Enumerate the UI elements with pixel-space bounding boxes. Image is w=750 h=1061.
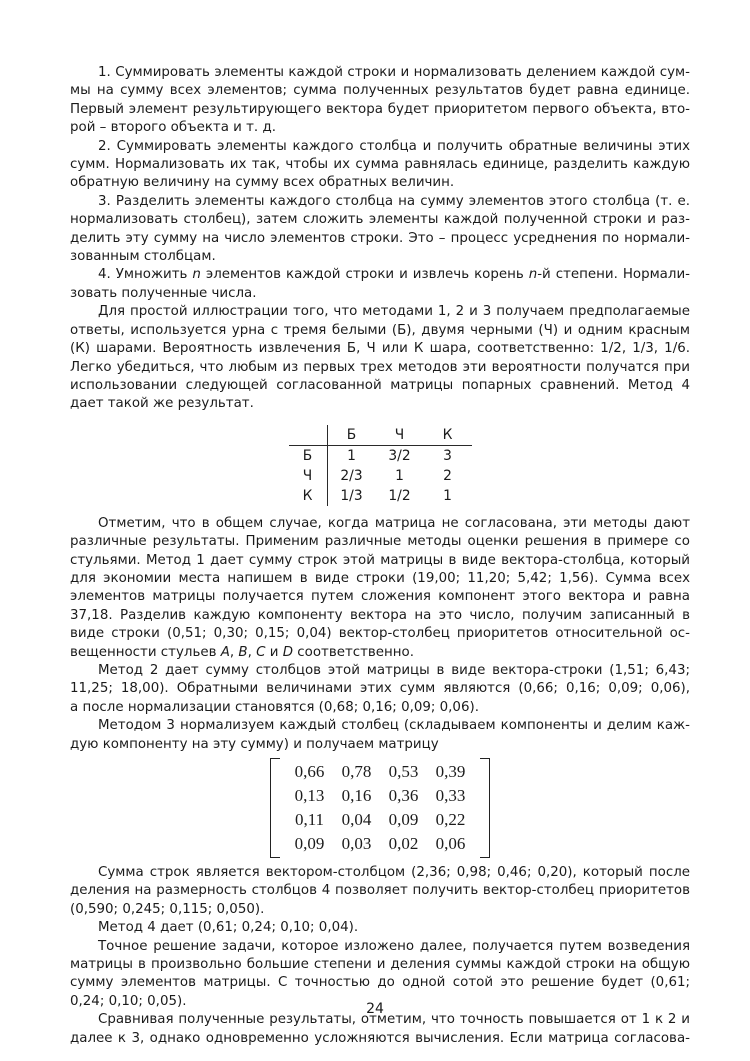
matrix-cell: 0,22 bbox=[435, 810, 466, 829]
matrix-cell: 0,13 bbox=[294, 786, 325, 805]
text-line: а после нормализации становятся (0,68; 0,16; 0,09; 0,06). bbox=[70, 699, 479, 715]
text-line: матрицы в произвольно большие степени и деления суммы каждой строки на общую bbox=[70, 957, 690, 973]
matrix-cell: 0,06 bbox=[435, 834, 466, 853]
matrix-cell: 0,78 bbox=[341, 762, 372, 781]
matrix-cell: 0,04 bbox=[341, 810, 372, 829]
page-number: 24 bbox=[366, 1001, 384, 1017]
matrix-cell: 0,66 bbox=[294, 762, 325, 781]
text-line: Методом 3 нормализуем каждый столбец (складываем компоненты и делим каж- bbox=[98, 718, 690, 734]
text-line: 11,25; 18,00). Обратными величинами этих сумм являются (0,66; 0,16; 0,09; 0,06), bbox=[70, 681, 690, 697]
matrix bbox=[70, 758, 690, 858]
table-corner-cell bbox=[289, 425, 328, 446]
table-cell: 2/3 bbox=[340, 467, 363, 484]
table-cell: 1 bbox=[395, 467, 404, 484]
table-header-cell: Б bbox=[327, 425, 376, 446]
matrix-cell: 0,03 bbox=[341, 834, 372, 853]
text-line: виде строки (0,51; 0,30; 0,15; 0,04) вектор-столбец приоритетов относительной ос- bbox=[70, 626, 690, 642]
table-row bbox=[289, 445, 472, 466]
text-segment: 4. Умножить bbox=[98, 267, 193, 283]
text-line: ответы, используется урна с тремя белыми (Б), двумя черными (Ч) и одним красным bbox=[70, 322, 690, 338]
text-line bbox=[70, 644, 690, 662]
italic-text: C bbox=[256, 644, 266, 660]
italic-text: D bbox=[282, 644, 294, 660]
italic-text: n bbox=[528, 267, 538, 283]
table-row-label: К bbox=[289, 486, 328, 506]
table-cell: 1 bbox=[347, 447, 356, 464]
text-line: 1. Суммировать элементы каждой строки и нормализовать делением каждой сум- bbox=[98, 65, 690, 80]
matrix-grid bbox=[280, 758, 480, 858]
matrix-cell: 0,02 bbox=[388, 834, 419, 853]
table-header-cell: К bbox=[424, 425, 472, 446]
text-line: (К) шарами. Вероятность извлечения Б, Ч или К шара, соответственно: 1/2, 1/3, 1/6. bbox=[70, 341, 690, 357]
table-row-label: Ч bbox=[289, 466, 328, 486]
matrix-cell: 0,16 bbox=[341, 786, 372, 805]
text-line: 3. Разделить элементы каждого столбца на сумму элементов этого столбца (т. е. bbox=[98, 193, 690, 209]
text-line: Метод 4 дает (0,61; 0,24; 0,10; 0,04). bbox=[98, 920, 359, 936]
table-row-label: Б bbox=[289, 445, 328, 466]
text-line: нормализовать столбец), затем сложить элементы каждой полученной строки и раз- bbox=[70, 212, 690, 228]
table-header-row bbox=[289, 425, 472, 446]
matrix-cell: 0,09 bbox=[388, 810, 419, 829]
text-line: зовать полученные числа. bbox=[70, 285, 257, 301]
text-line: Точное решение задачи, которое изложено далее, получается путем возведения bbox=[98, 938, 690, 954]
text-line bbox=[70, 266, 690, 284]
text-line: (0,590; 0,245; 0,115; 0,050). bbox=[70, 901, 265, 917]
paragraph bbox=[70, 717, 690, 754]
matrix-cell: 0,09 bbox=[294, 834, 325, 853]
text-line: зованным столбцам. bbox=[70, 249, 216, 265]
pairwise-comparison-table bbox=[289, 425, 472, 506]
text-line: различные результаты. Применим различные методы оценки решения в примере со bbox=[70, 534, 690, 550]
text-line: сумму элементов матрицы. С точностью до одной сотой это решение будет (0,61; bbox=[70, 975, 690, 991]
text-line: 37,18. Разделив каждую компоненту вектора на это число, получим записанный в bbox=[70, 607, 690, 623]
text-segment: вещенности стульев bbox=[70, 644, 221, 660]
text-line: мы на сумму всех элементов; сумма полученных результатов будет равна единице. bbox=[70, 83, 690, 99]
table-cell: 3/2 bbox=[388, 447, 411, 464]
italic-text: n bbox=[192, 267, 201, 283]
matrix-cell: 0,36 bbox=[388, 786, 419, 805]
text-line: для экономии места напишем в виде строки (19,00; 11,20; 5,42; 1,56). Сумма всех bbox=[70, 570, 690, 586]
text-line: элементов матрицы получается путем сложения компонент этого вектора и равна bbox=[70, 589, 690, 605]
paragraph bbox=[70, 662, 690, 717]
table-cell: 1/3 bbox=[340, 487, 363, 504]
text-line: Первый элемент результирующего вектора будет приоритетом первого объекта, вто- bbox=[70, 101, 690, 117]
matrix-cell: 0,39 bbox=[435, 762, 466, 781]
paragraph bbox=[70, 515, 690, 662]
text-segment: и bbox=[265, 644, 283, 660]
text-line: деления на размерность столбцов 4 позволяет получить вектор-столбец приоритетов bbox=[70, 883, 690, 899]
text-segment: соответственно. bbox=[293, 644, 415, 660]
text-line: Для простой иллюстрации того, что методами 1, 2 и 3 получаем предполагаемые bbox=[98, 304, 690, 320]
matrix-cell: 0,33 bbox=[435, 786, 466, 805]
text-line: 0,24; 0,10; 0,05). bbox=[70, 993, 187, 1009]
text-segment: элементов каждой строки и извлечь корень bbox=[200, 267, 529, 283]
text-line: Сумма строк является вектором-столбцом (2,36; 0,98; 0,46; 0,20), который после bbox=[98, 865, 690, 880]
text-line: стульями. Метод 1 дает сумму строк этой матрицы в виде вектора-столбца, который bbox=[70, 552, 690, 568]
matrix-cell: 0,11 bbox=[294, 810, 325, 829]
text-line: дает такой же результат. bbox=[70, 396, 254, 412]
italic-text: A bbox=[220, 644, 230, 660]
text-line: дую компоненту на эту сумму) и получаем матрицу bbox=[70, 736, 439, 752]
matrix-bracket-left bbox=[270, 758, 280, 858]
italic-text: B bbox=[238, 644, 248, 660]
table-cell: 1 bbox=[443, 487, 452, 504]
paragraph bbox=[70, 138, 690, 193]
matrix-cell: 0,53 bbox=[388, 762, 419, 781]
text-line: далее к 3, однако одновременно усложняются вычисления. Если матрица согласова- bbox=[70, 1030, 690, 1046]
text-line: делить эту сумму на число элементов строки. Это – процесс усреднения по нормали- bbox=[70, 230, 690, 246]
text-line: сумм. Нормализовать их так, чтобы их сумма равнялась единице, разделить каждую bbox=[70, 157, 690, 173]
text-line: рой – второго объекта и т. д. bbox=[70, 120, 276, 136]
text-line: Сравнивая полученные результаты, отметим, что точность повышается от 1 к 2 и bbox=[98, 1012, 690, 1028]
text-line: Метод 2 дает сумму столбцов этой матрицы в виде вектора-строки (1,51; 6,43; bbox=[98, 662, 690, 678]
paragraph bbox=[70, 919, 690, 937]
paragraph bbox=[70, 303, 690, 413]
text-segment: -й степени. Нормали- bbox=[537, 267, 690, 283]
text-line: использовании следующей согласованной матрицы попарных сравнений. Метод 4 bbox=[70, 377, 690, 393]
table-cell: 1/2 bbox=[388, 487, 411, 504]
text-line: Отметим, что в общем случае, когда матрица не согласована, эти методы дают bbox=[98, 515, 690, 531]
matrix-bracket-right bbox=[480, 758, 490, 858]
text-segment: , bbox=[247, 644, 257, 660]
table-row bbox=[289, 466, 472, 486]
text-segment: , bbox=[229, 644, 239, 660]
paragraph bbox=[70, 193, 690, 267]
table-cell: 2 bbox=[443, 467, 452, 484]
paragraph bbox=[70, 64, 690, 138]
text-line: Легко убедиться, что любым из первых трех методов эти вероятности получатся при bbox=[70, 359, 690, 375]
table-row bbox=[289, 486, 472, 506]
table-header-cell: Ч bbox=[376, 425, 424, 446]
table-cell: 3 bbox=[443, 447, 452, 464]
paragraph bbox=[70, 266, 690, 303]
text-line: обратную величину на сумму всех обратных величин. bbox=[70, 175, 455, 191]
paragraph bbox=[70, 864, 690, 919]
text-line: 2. Суммировать элементы каждого столбца и получить обратные величины этих bbox=[98, 138, 690, 154]
text-column bbox=[70, 64, 690, 1048]
